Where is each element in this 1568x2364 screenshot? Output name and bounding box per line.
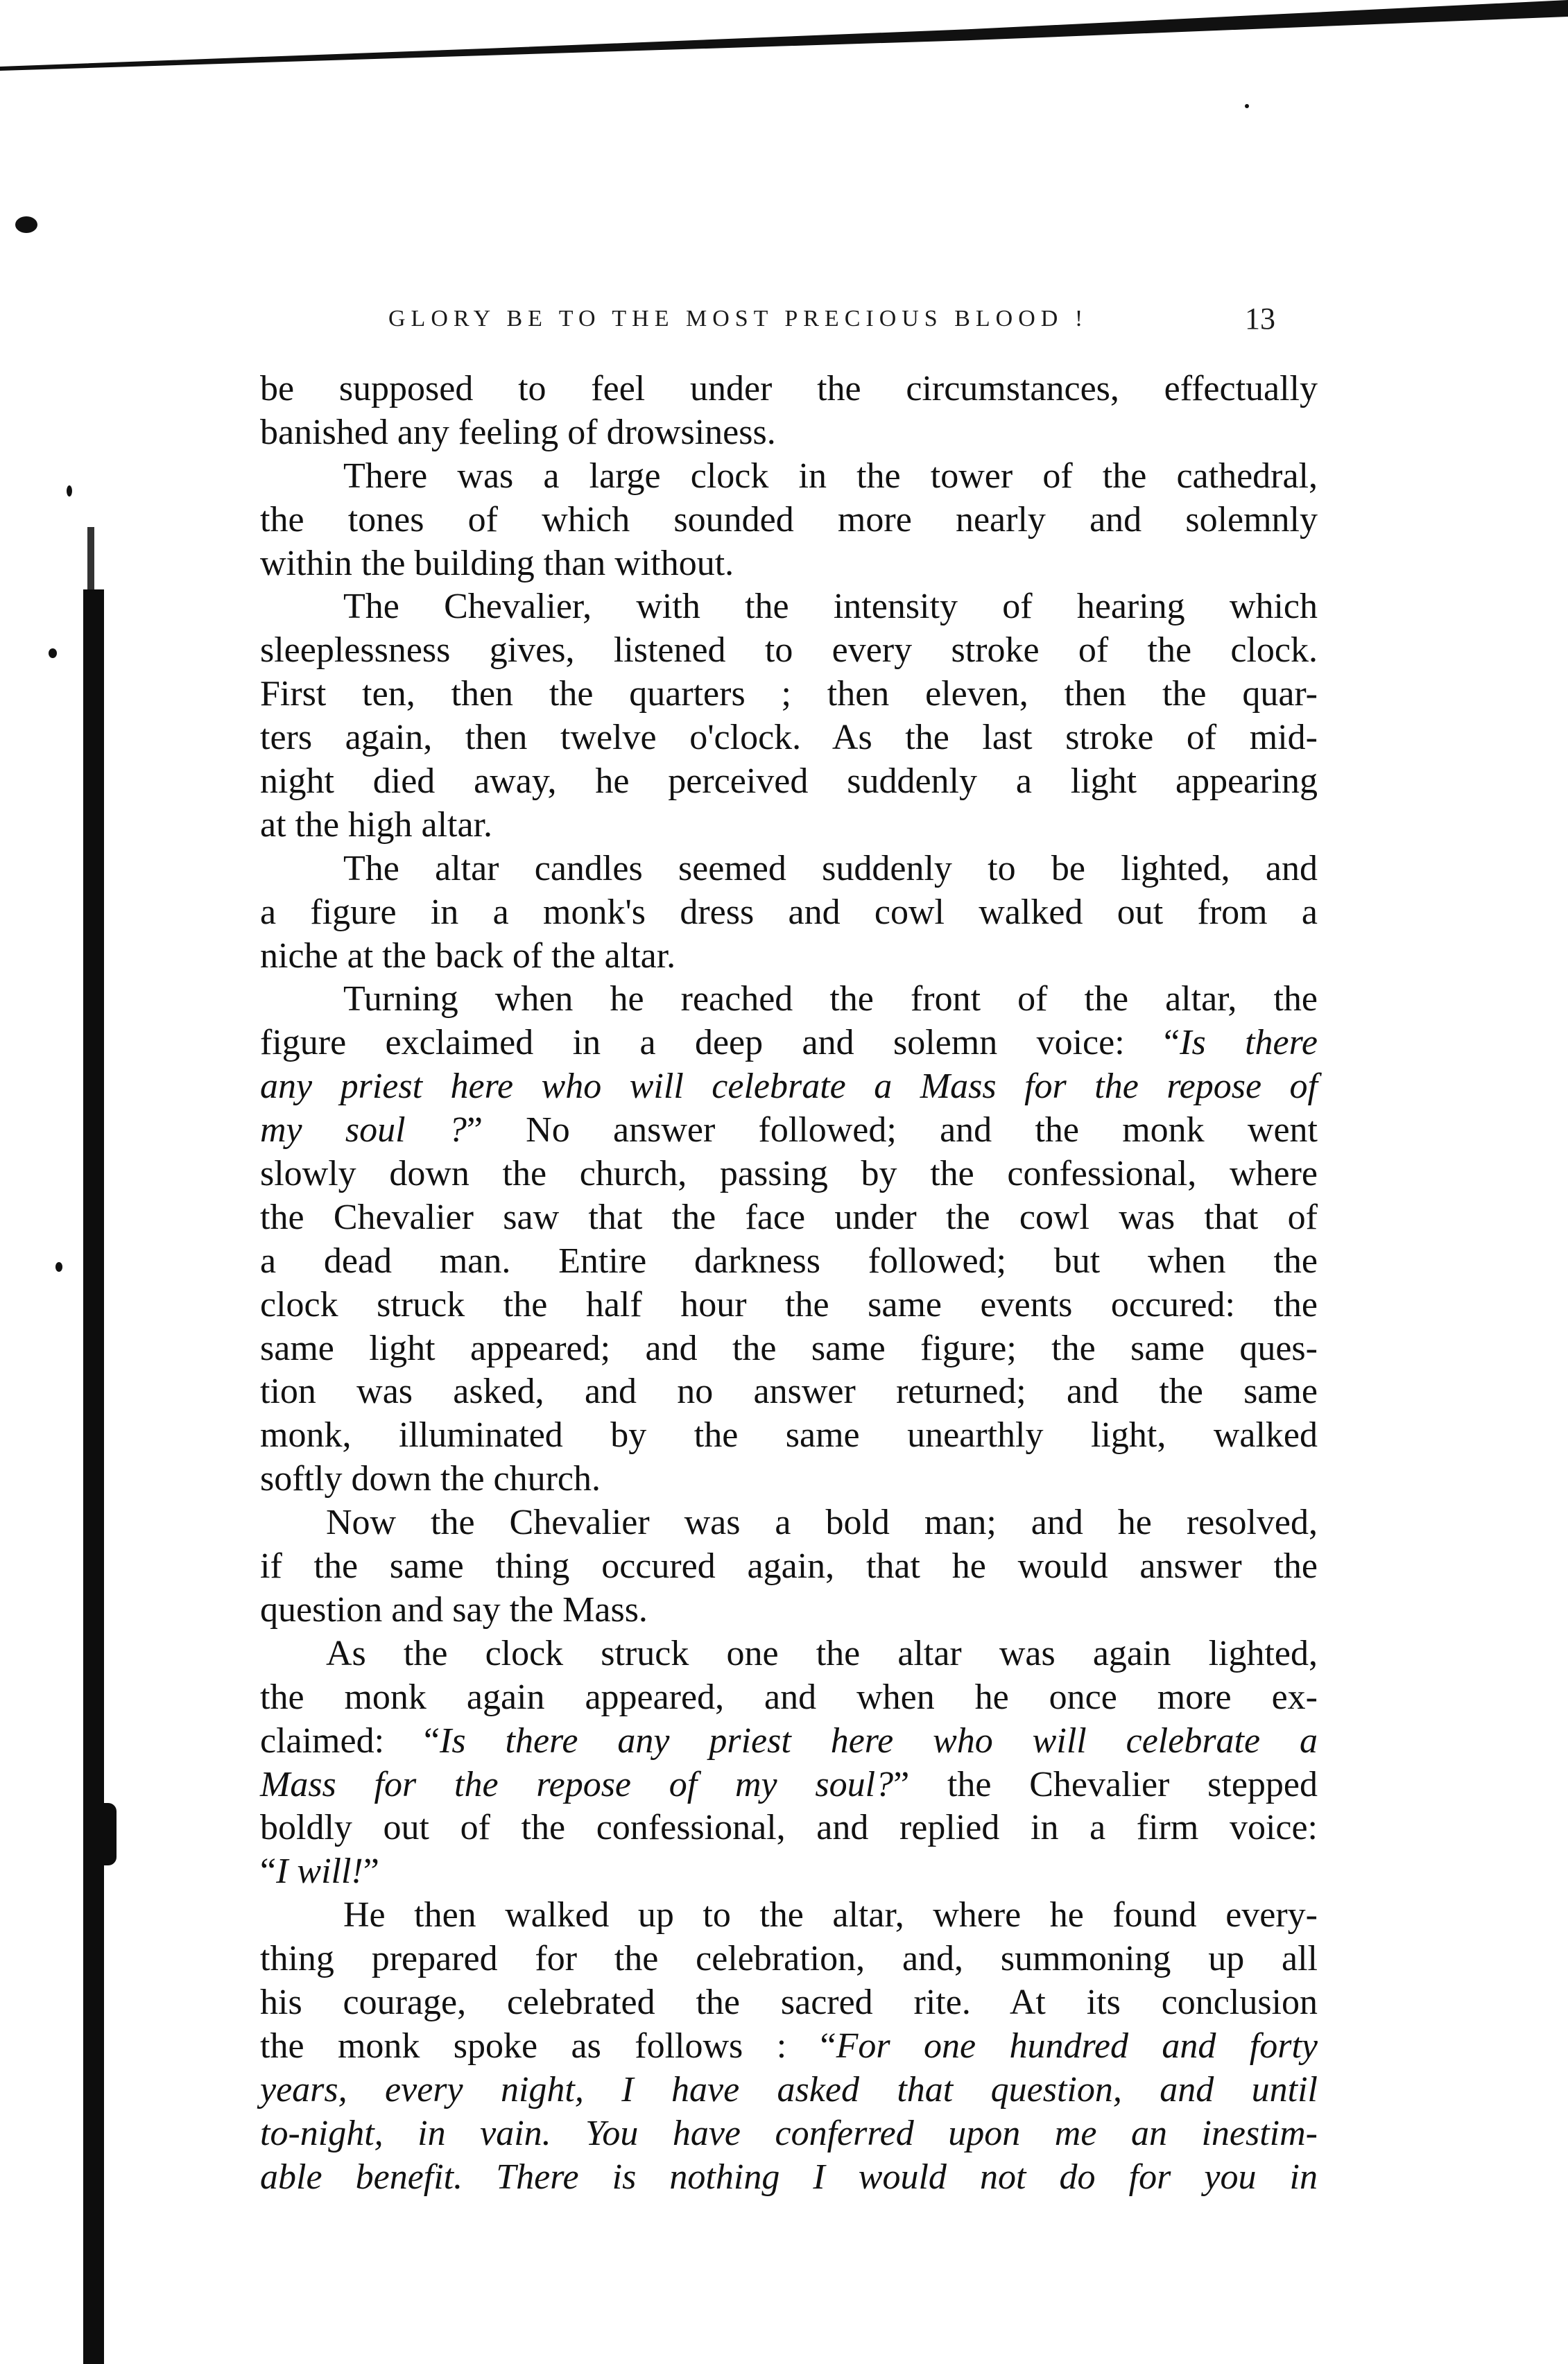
text-line: a figure in a monk's dress and cowl walked out from a (260, 892, 1318, 932)
text-line: night died away, he perceived suddenly a light appearing (260, 761, 1318, 802)
scan-speck (55, 1262, 62, 1272)
body-text (260, 368, 1318, 2199)
text-line (260, 1763, 1318, 1807)
text-line: at the high altar. (260, 804, 493, 845)
line-text: figure exclaimed in a deep and solemn voice: “ (260, 1023, 1180, 1063)
text-line: tion was asked, and no answer returned; and the same (260, 1372, 1318, 1412)
quoted-speech: Is there (1180, 1023, 1318, 1063)
scan-speck (1245, 104, 1249, 108)
quoted-speech: any priest here who will celebrate a Mass for the repose of (260, 1067, 1318, 1107)
text-line: The altar candles seemed suddenly to be lighted, and (343, 848, 1318, 888)
text-line: within the building than without. (260, 543, 734, 583)
text-line (260, 1065, 1318, 1109)
text-line (260, 1850, 1318, 1894)
quoted-speech: my soul ? (260, 1110, 467, 1150)
text-line: slowly down the church, passing by the confessional, where (260, 1154, 1318, 1194)
text-line (260, 1109, 1318, 1153)
scan-edge-tab (96, 1803, 117, 1865)
text-line: monk, illuminated by the same unearthly light, walked (260, 1415, 1318, 1456)
text-line: clock struck the half hour the same events occured: the (260, 1284, 1318, 1325)
text-line: same light appeared; and the same figure; the same ques- (260, 1328, 1318, 1368)
text-line: ters again, then twelve o'clock. As the last stroke of mid- (260, 718, 1318, 758)
text-line: banished any feeling of drowsiness. (260, 412, 776, 452)
quoted-speech: Is there any priest here who will celebrate a (440, 1720, 1318, 1761)
quoted-speech: Mass for the repose of my soul? (260, 1764, 894, 1804)
text-line: the tones of which sounded more nearly and solemnly (260, 499, 1318, 540)
running-title: GLORY BE TO THE MOST PRECIOUS BLOOD ! (388, 306, 1089, 331)
scan-speck (67, 485, 72, 497)
text-line: niche at the back of the altar. (260, 935, 676, 976)
quoted-speech: years, every night, I have asked that question, and until (260, 2069, 1318, 2110)
text-line (260, 2156, 1318, 2200)
text-line: if the same thing occured again, that he would answer the (260, 1546, 1318, 1587)
quoted-speech: to-night, in vain. You have conferred upon me an inestim- (260, 2113, 1318, 2153)
text-line (260, 1021, 1318, 1065)
quoted-speech: For one hundred and forty (836, 2026, 1318, 2066)
text-line (260, 2025, 1318, 2069)
scan-top-rule (0, 0, 1568, 76)
line-text: ” the Chevalier stepped (893, 1764, 1318, 1804)
text-line (260, 2069, 1318, 2112)
text-line: Turning when he reached the front of the altar, the (343, 979, 1318, 1019)
line-text: the monk spoke as follows : “ (260, 2026, 836, 2066)
text-line: boldly out of the confessional, and replied in a firm voice: (260, 1808, 1318, 1848)
text-line: question and say the Mass. (260, 1589, 648, 1630)
text-line: Now the Chevalier was a bold man; and he resolved, (326, 1503, 1318, 1543)
text-line: a dead man. Entire darkness followed; but when the (260, 1241, 1318, 1281)
text-line (260, 2112, 1318, 2156)
text-line: thing prepared for the celebration, and, summoning up all (260, 1939, 1318, 1979)
scan-speck (15, 216, 37, 233)
quoted-speech: able benefit. There is nothing I would not do for you in (260, 2157, 1318, 2197)
text-line: First ten, then the quarters ; then eleven, then the quar- (260, 674, 1318, 714)
text-line: his courage, celebrated the sacred rite. At its conclusion (260, 1982, 1318, 2022)
line-text: ” No answer followed; and the monk went (466, 1110, 1318, 1150)
running-head (0, 298, 1568, 340)
text-line: He then walked up to the altar, where he found every- (343, 1895, 1318, 1935)
quoted-speech: I will! (276, 1852, 363, 1892)
page-number: 13 (1245, 302, 1275, 336)
text-line: softly down the church. (260, 1459, 601, 1499)
line-text: claimed: “ (260, 1720, 440, 1761)
scan-binding-edge-upper (87, 527, 94, 596)
scan-binding-edge (83, 589, 104, 2364)
scan-speck (49, 648, 57, 658)
text-line: The Chevalier, with the intensity of hearing which (343, 587, 1318, 627)
text-line: As the clock struck one the altar was again lighted, (326, 1633, 1318, 1673)
text-line: There was a large clock in the tower of the cathedral, (343, 456, 1318, 496)
text-line: be supposed to feel under the circumstances, effectually (260, 369, 1318, 408)
line-text: “ (260, 1852, 277, 1892)
text-line: sleeplessness gives, listened to every stroke of the clock. (260, 630, 1318, 671)
line-text: ” (363, 1852, 379, 1892)
text-line (260, 1720, 1318, 1763)
text-line: the monk again appeared, and when he once more ex- (260, 1677, 1318, 1717)
text-line: the Chevalier saw that the face under the cowl was that of (260, 1197, 1318, 1237)
